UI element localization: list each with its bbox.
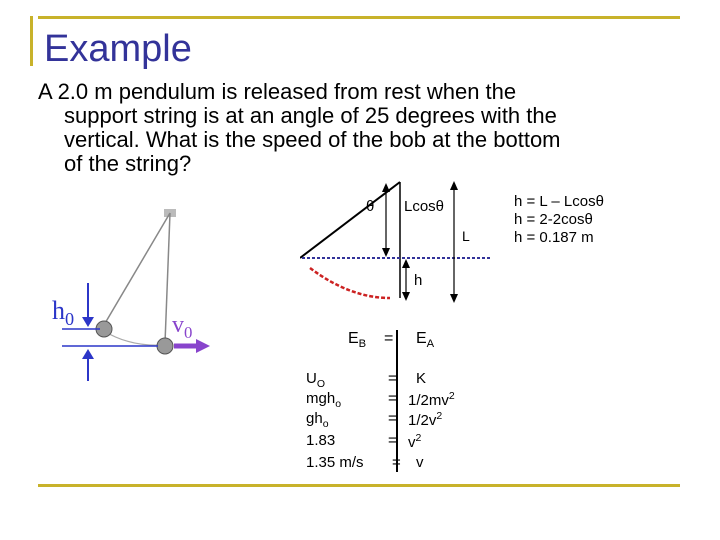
- swing-arc: [310, 268, 390, 298]
- energy-row-right: $1/2v^2$: [408, 410, 443, 429]
- problem-line: vertical. What is the speed of the bob at the bottom: [64, 127, 561, 152]
- energy-header-right: $E_A$: [416, 330, 435, 351]
- pendulum-picture: [40, 205, 240, 385]
- energy-row-eq: =: [388, 410, 397, 427]
- geometry-sketch: [300, 180, 500, 305]
- bottom-accent-rule: [38, 484, 680, 487]
- energy-row-eq: =: [388, 432, 397, 449]
- height-equations: [514, 193, 604, 247]
- energy-row-right: $1/2mv^2$: [408, 390, 455, 409]
- energy-row-right: v: [416, 454, 424, 471]
- l-arrowhead-top: [450, 181, 458, 190]
- energy-row-eq: =: [388, 390, 397, 407]
- h-arrowhead-bottom: [402, 292, 410, 301]
- energy-row-eq: =: [392, 454, 401, 471]
- lcos-arrowhead-bottom: [382, 248, 390, 257]
- energy-row-left: $gh_o$: [306, 410, 329, 430]
- v0-label: $v_0$: [172, 312, 193, 342]
- v0-arrowhead: [196, 339, 210, 353]
- theta-label: θ: [366, 198, 375, 215]
- height-equation: h = 0.187 m: [514, 229, 594, 246]
- title-accent-rule: [38, 16, 680, 19]
- energy-row-eq: =: [388, 370, 397, 387]
- h0-label: $h_0$: [52, 296, 75, 330]
- energy-header-left: $E_B$: [348, 330, 367, 351]
- problem-statement: [38, 80, 688, 176]
- swing-path: [104, 331, 165, 345]
- h0-up-arrowhead: [82, 349, 94, 359]
- l-arrowhead-bottom: [450, 294, 458, 303]
- title-accent-vertical: [30, 16, 33, 66]
- energy-row-left: mgh$_o$: [306, 390, 342, 410]
- lcos-label: Lcosθ: [404, 198, 445, 215]
- h-arrowhead-top: [402, 259, 410, 268]
- lcos-arrowhead-top: [382, 183, 390, 192]
- energy-row-right: $v^2$: [408, 432, 422, 451]
- energy-row-right: K: [416, 370, 427, 387]
- energy-header-eq: =: [384, 330, 394, 347]
- energy-row-left: 1.83: [306, 432, 336, 449]
- string-vertical: [165, 213, 170, 343]
- string-released: [104, 213, 170, 325]
- energy-row-left: $U_O$: [306, 370, 326, 390]
- l-label: L: [462, 228, 470, 244]
- height-equation: h = L – Lcosθ: [514, 193, 604, 210]
- h0-down-arrowhead: [82, 317, 94, 327]
- angled-string: [300, 182, 400, 258]
- slide-title: Example: [44, 28, 192, 70]
- problem-line: A 2.0 m pendulum is released from rest when the: [38, 79, 517, 104]
- h-label: h: [414, 272, 423, 289]
- problem-line: support string is at an angle of 25 degrees with the: [64, 103, 557, 128]
- height-equation: h = 2-2cosθ: [514, 211, 593, 228]
- problem-line: of the string?: [64, 151, 192, 176]
- energy-row-left: 1.35 m/s: [306, 454, 364, 471]
- bob-bottom: [157, 338, 173, 354]
